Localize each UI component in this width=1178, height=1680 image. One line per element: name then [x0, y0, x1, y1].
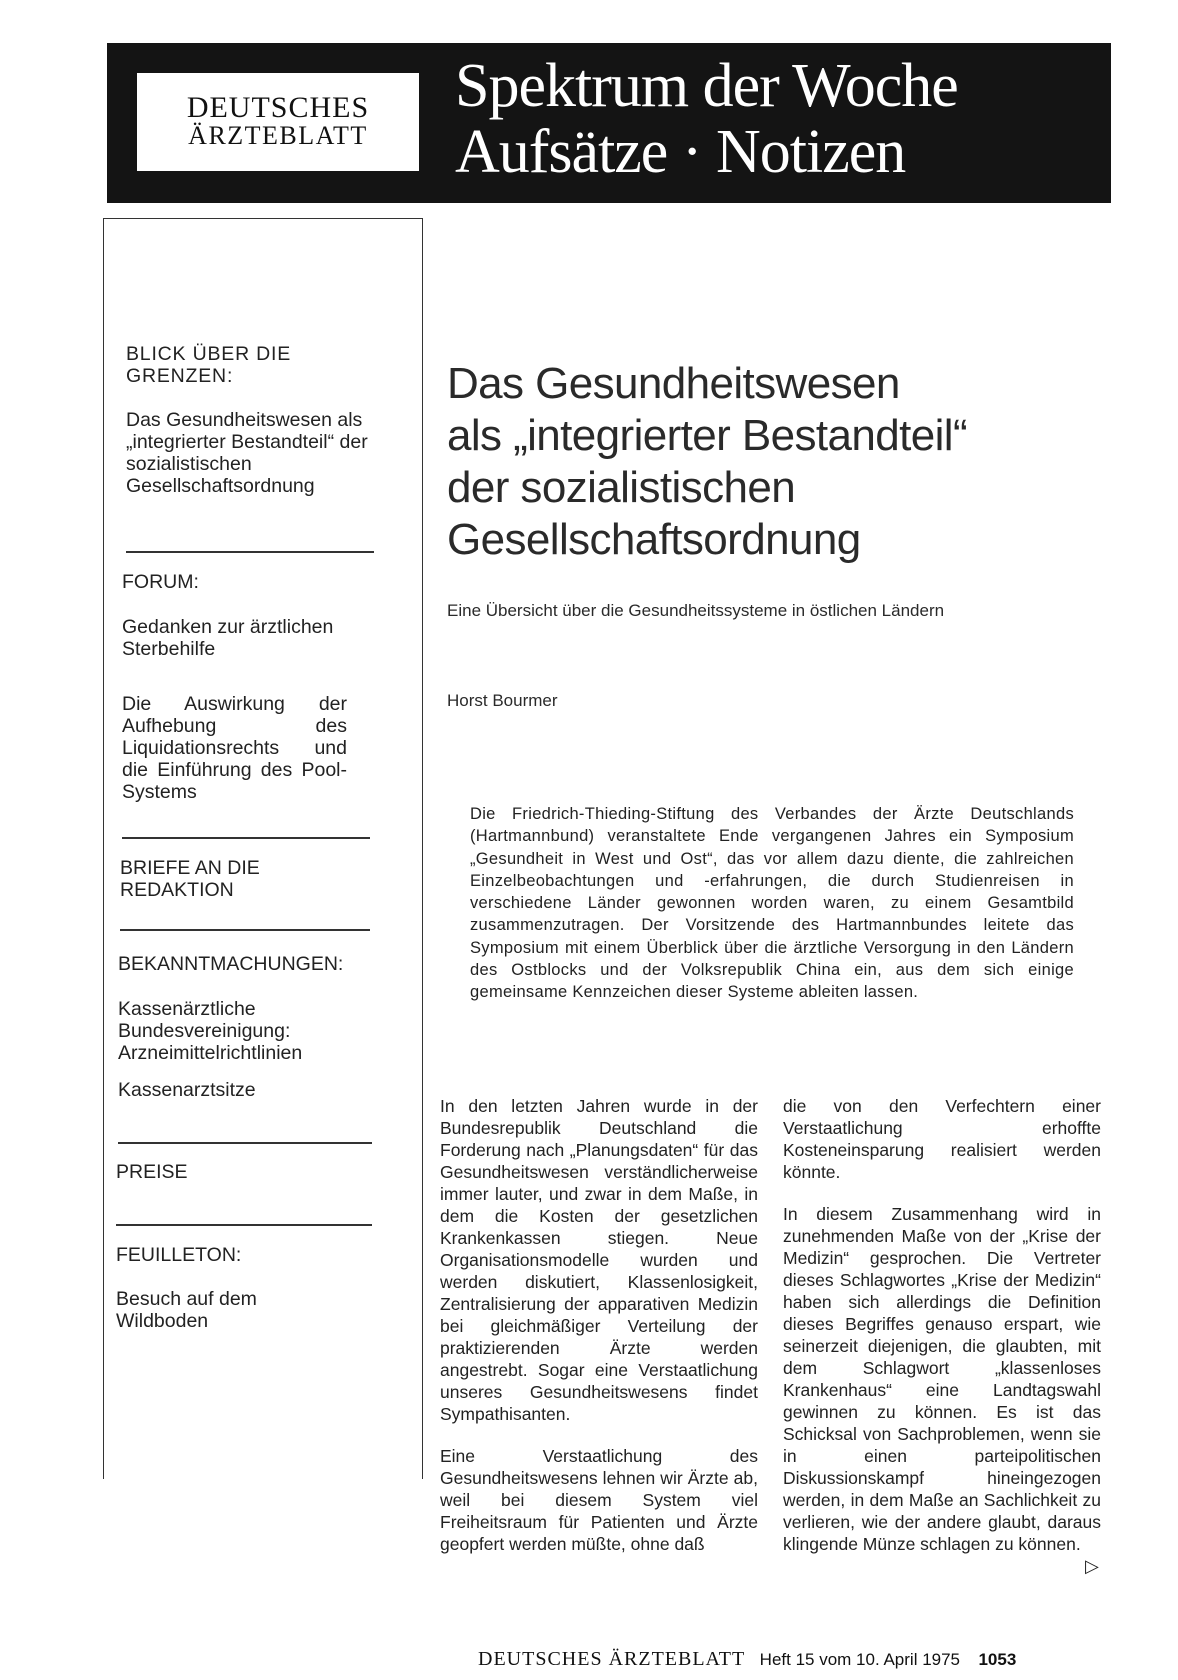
toc-item[interactable]: Kassenärztliche Bundesvereinigung: Arzneimittelrichtlinien — [118, 998, 303, 1064]
divider — [118, 1142, 372, 1144]
section-title — [455, 53, 958, 185]
article-subtitle: Eine Übersicht über die Gesundheitssysteme in östlichen Ländern — [447, 601, 945, 620]
divider — [122, 837, 370, 839]
footer-journal: DEUTSCHES ÄRZTEBLATT — [478, 1648, 746, 1670]
article-abstract: Die Friedrich-Thieding-Stiftung des Verbandes der Ärzte Deutschlands (Hartmannbund) veranstaltete Ende vergangenen Jahres ein Symposium „Gesundheit in West und Ost“, das vor allem dazu diente, die zahlreichen Einzelbeobachtungen und -erfahrungen, die durch Studienreisen in verschiedene Länder gewonnen worden waren, zu einem Gesamtbild zusammenzutragen. Der Vorsitzende des Hartmannbundes leitete das Symposium mit einem Überblick über die ärztliche Versorgung in den Ländern des Ostblocks und der Volksrepublik China ein, aus dem sich einige gemeinsame Kennzeichen dieser Systeme ableiten lassen. — [470, 805, 1074, 1002]
article-title-line: Das Gesundheitswesen — [447, 359, 900, 408]
article-title-line: Gesellschaftsordnung — [447, 515, 861, 564]
toc-heading: BEKANNTMACHUNGEN: — [118, 953, 344, 975]
divider — [120, 929, 370, 931]
body-paragraph: die von den Verfechtern einer Verstaatlichung erhoffte Kosteneinsparung realisiert werden könnte. — [783, 1096, 1101, 1182]
toc-item[interactable]: Gedanken zur ärztlichen Sterbehilfe — [122, 616, 334, 660]
section-title-line-2: Aufsätze · Notizen — [455, 118, 906, 186]
toc-item[interactable]: Besuch auf dem Wildboden — [116, 1288, 257, 1332]
toc-heading: FORUM: — [122, 571, 199, 593]
article-title-line: der sozialistischen — [447, 463, 796, 512]
toc-heading[interactable]: BRIEFE AN DIE REDAKTION — [120, 857, 260, 901]
article-title — [447, 358, 967, 566]
masthead — [107, 43, 1111, 203]
toc-item[interactable]: Die Auswirkung der Aufhebung des Liquidationsrechts und die Einführung des Pool-Systems — [122, 693, 347, 803]
toc-blick — [126, 343, 376, 387]
divider — [126, 551, 374, 553]
divider — [116, 1224, 372, 1226]
toc-heading: FEUILLETON: — [116, 1244, 242, 1266]
continue-arrow-icon[interactable]: ▷ — [1085, 1556, 1099, 1576]
body-paragraph: In diesem Zusammenhang wird in zunehmenden Maße von der „Krise der Medizin“ gesprochen. Die Vertreter dieses Schlagwortes „Krise der Medizin“ haben sich allerdings die Definition dieses Begriffes genauso erspart, wie seinerzeit diejenigen, die glaubten, mit dem Schlagwort „klassenloses Krankenhaus“ eine Landtagswahl gewinnen zu können. Es ist das Schicksal von Sachproblemen, wenn sie in einen parteipolitischen Diskussionskampf hineingezogen werden, in dem Maße an Sachlichkeit zu verlieren, wie der andere glaubt, daraus klingende Münze schlagen zu können. — [783, 1204, 1101, 1554]
article-title-line: als „integrierter Bestandteil“ — [447, 411, 968, 460]
body-paragraph: Eine Verstaatlichung des Gesundheitswesens lehnen wir Ärzte ab, weil bei diesem System viel Freiheitsraum für Patienten und Ärzte geopfert werden müßte, ohne daß — [440, 1446, 758, 1554]
body-column-1 — [440, 1095, 758, 1575]
logo-line-1: DEUTSCHES — [186, 91, 370, 124]
toc-heading: BLICK ÜBER DIE GRENZEN: — [126, 343, 292, 387]
footer-issue: Heft 15 vom 10. April 1975 — [759, 1650, 961, 1669]
contents-sidebar — [103, 218, 423, 1479]
journal-logo — [137, 73, 419, 171]
page-number: 1053 — [978, 1650, 1017, 1669]
body-column-2 — [783, 1095, 1101, 1575]
article-author: Horst Bourmer — [447, 691, 558, 710]
logo-line-2: ÄRZTEBLATT — [188, 121, 368, 150]
toc-heading[interactable]: PREISE — [116, 1161, 188, 1183]
toc-item[interactable]: Kassenarztsitze — [118, 1079, 256, 1101]
page-footer — [478, 1648, 1016, 1671]
body-paragraph: In den letzten Jahren wurde in der Bundesrepublik Deutschland die Forderung nach „Planungsdaten“ für das Gesundheitswesen verständlicherweise immer lauter, und zwar in dem Maße, in dem die Kosten der gesetzlichen Krankenkassen stiegen. Neue Organisationsmodelle wurden und werden diskutiert, Klassenlosigkeit, Zentralisierung der apparativen Medizin bei gleichmäßiger Verteilung der praktizierenden Ärzte werden angestrebt. Sogar eine Verstaatlichung unseres Gesundheitswesens findet Sympathisanten. — [440, 1096, 758, 1424]
section-title-line-1: Spektrum der Woche — [455, 52, 958, 120]
toc-item[interactable]: Das Gesundheitswesen als „integrierter Bestandteil“ der sozialistischen Gesellschaftsordnung — [126, 409, 368, 497]
